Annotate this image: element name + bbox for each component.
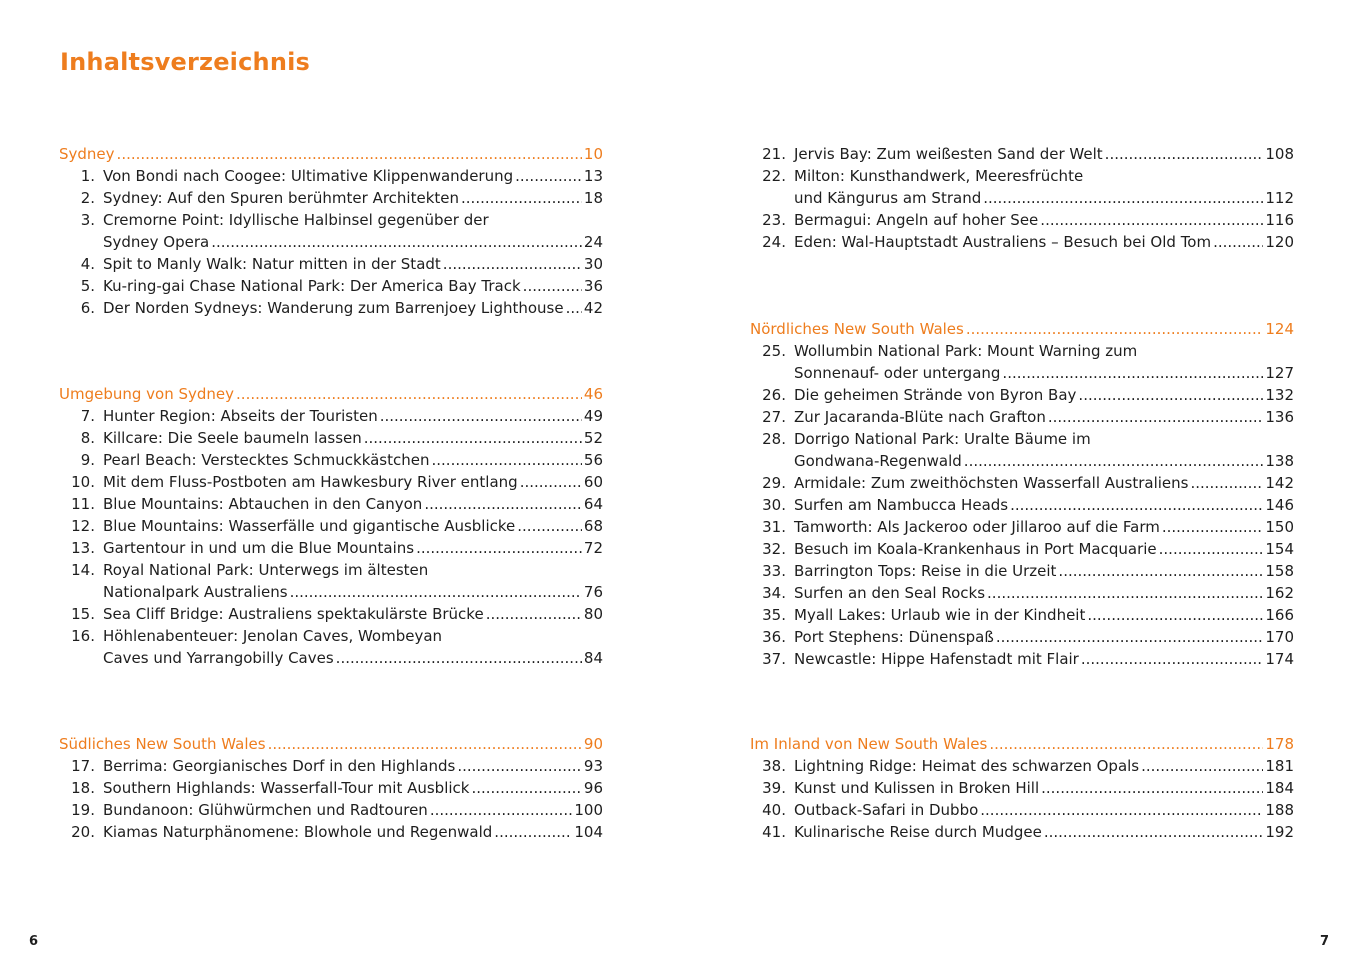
dot-leader bbox=[1159, 538, 1264, 560]
entry-number: 27. bbox=[762, 408, 786, 426]
entry-title: Bermagui: Angeln auf hoher See bbox=[794, 211, 1039, 229]
section-page-number: 124 bbox=[1265, 320, 1294, 338]
entry-number: 18. bbox=[71, 779, 95, 797]
toc-entry[interactable] bbox=[750, 582, 1294, 604]
entry-number: 11. bbox=[71, 495, 95, 513]
entry-title: Royal National Park: Unterwegs im ältesten bbox=[103, 561, 429, 579]
entry-title: Kiamas Naturphänomene: Blowhole und Regenwald bbox=[103, 823, 493, 841]
toc-entry[interactable] bbox=[59, 471, 603, 493]
entry-title: Von Bondi nach Coogee: Ultimative Klippenwanderung bbox=[103, 167, 514, 185]
entry-number: 23. bbox=[762, 211, 786, 229]
dot-leader bbox=[987, 582, 1263, 604]
entry-title: Caves und Yarrangobilly Caves bbox=[103, 649, 334, 667]
entry-page-number: 30 bbox=[583, 255, 603, 273]
entry-number: 17. bbox=[71, 757, 95, 775]
dot-leader bbox=[1141, 755, 1263, 777]
toc-section-heading[interactable] bbox=[750, 318, 1294, 340]
entry-page-number: 150 bbox=[1265, 518, 1294, 536]
section-page-number: 178 bbox=[1265, 735, 1294, 753]
toc-section-heading[interactable] bbox=[59, 383, 603, 405]
section-page-number: 90 bbox=[583, 735, 603, 753]
dot-leader bbox=[336, 647, 582, 669]
dot-leader bbox=[983, 187, 1263, 209]
entry-number: 30. bbox=[762, 496, 786, 514]
entry-title: Armidale: Zum zweithöchsten Wasserfall Australiens bbox=[794, 474, 1189, 492]
entry-title: Berrima: Georgianisches Dorf in den Highlands bbox=[103, 757, 456, 775]
toc-section-heading[interactable] bbox=[59, 733, 603, 755]
entry-page-number: 93 bbox=[583, 757, 603, 775]
entry-page-number: 100 bbox=[574, 801, 603, 819]
entry-title: Tamworth: Als Jackeroo oder Jillaroo auf die Farm bbox=[794, 518, 1160, 536]
toc-section-suedliches-nsw bbox=[59, 733, 603, 843]
entry-title: Barrington Tops: Reise in die Urzeit bbox=[794, 562, 1057, 580]
entry-number: 28. bbox=[762, 430, 786, 448]
dot-leader bbox=[1081, 648, 1264, 670]
entry-title: Kulinarische Reise durch Mudgee bbox=[794, 823, 1042, 841]
entry-title: Gartentour in und um die Blue Mountains bbox=[103, 539, 415, 557]
dot-leader bbox=[443, 253, 582, 275]
page-number-right: 7 bbox=[1320, 934, 1330, 949]
dot-leader bbox=[1058, 560, 1263, 582]
toc-entry[interactable] bbox=[750, 799, 1294, 821]
entry-title: Spit to Manly Walk: Natur mitten in der Stadt bbox=[103, 255, 441, 273]
entry-number: 32. bbox=[762, 540, 786, 558]
entry-number: 34. bbox=[762, 584, 786, 602]
toc-entry[interactable] bbox=[59, 581, 603, 603]
toc-entry[interactable] bbox=[750, 450, 1294, 472]
toc-entry[interactable] bbox=[750, 821, 1294, 843]
entry-title: Mit dem Fluss-Postboten am Hawkesbury River entlang bbox=[103, 473, 518, 491]
entry-page-number: 146 bbox=[1265, 496, 1294, 514]
entry-number: 3. bbox=[80, 211, 95, 229]
entry-title: Lightning Ridge: Heimat des schwarzen Opals bbox=[794, 757, 1140, 775]
entry-number: 12. bbox=[71, 517, 95, 535]
entry-number: 39. bbox=[762, 779, 786, 797]
entry-title: Bundanoon: Glühwürmchen und Radtouren bbox=[103, 801, 428, 819]
dot-leader bbox=[290, 581, 582, 603]
entry-number: 22. bbox=[762, 167, 786, 185]
entry-number: 33. bbox=[762, 562, 786, 580]
dot-leader bbox=[430, 799, 573, 821]
toc-entry[interactable] bbox=[59, 449, 603, 471]
dot-leader bbox=[364, 427, 582, 449]
toc-section-heading[interactable] bbox=[750, 733, 1294, 755]
entry-title: Wollumbin National Park: Mount Warning zum bbox=[794, 342, 1138, 360]
entry-title: Blue Mountains: Abtauchen in den Canyon bbox=[103, 495, 423, 513]
entry-page-number: 18 bbox=[583, 189, 603, 207]
toc-entry[interactable] bbox=[750, 472, 1294, 494]
entry-page-number: 42 bbox=[583, 299, 603, 317]
entry-page-number: 96 bbox=[583, 779, 603, 797]
dot-leader bbox=[457, 755, 582, 777]
entry-number: 26. bbox=[762, 386, 786, 404]
entry-title: Sonnenauf- oder untergang bbox=[794, 364, 1001, 382]
entry-page-number: 154 bbox=[1265, 540, 1294, 558]
entry-title: Besuch im Koala-Krankenhaus in Port Macquarie bbox=[794, 540, 1157, 558]
dot-leader bbox=[494, 821, 572, 843]
toc-entry[interactable] bbox=[750, 231, 1294, 253]
entry-number: 10. bbox=[71, 473, 95, 491]
entry-number: 40. bbox=[762, 801, 786, 819]
section-page-number: 10 bbox=[583, 145, 603, 163]
dot-leader bbox=[523, 275, 582, 297]
entry-title: Der Norden Sydneys: Wanderung zum Barrenjoey Lighthouse bbox=[103, 299, 564, 317]
entry-number: 7. bbox=[80, 407, 95, 425]
dot-leader bbox=[424, 493, 582, 515]
section-title: Sydney bbox=[59, 145, 115, 163]
toc-entry[interactable] bbox=[59, 493, 603, 515]
entry-title: Zur Jacaranda-Blüte nach Grafton bbox=[794, 408, 1046, 426]
entry-title: Pearl Beach: Verstecktes Schmuckkästchen bbox=[103, 451, 430, 469]
entry-number: 2. bbox=[80, 189, 95, 207]
dot-leader bbox=[432, 449, 582, 471]
entry-number: 21. bbox=[762, 145, 786, 163]
entry-number: 31. bbox=[762, 518, 786, 536]
dot-leader bbox=[211, 231, 582, 253]
entry-title: Killcare: Die Seele baumeln lassen bbox=[103, 429, 362, 447]
entry-title: Outback-Safari in Dubbo bbox=[794, 801, 979, 819]
dot-leader bbox=[515, 165, 582, 187]
toc-entry[interactable] bbox=[750, 362, 1294, 384]
dot-leader bbox=[380, 405, 582, 427]
entry-number: 25. bbox=[762, 342, 786, 360]
dot-leader bbox=[486, 603, 582, 625]
toc-entry[interactable] bbox=[750, 165, 1294, 187]
entry-number: 36. bbox=[762, 628, 786, 646]
entry-title: und Kängurus am Strand bbox=[794, 189, 982, 207]
toc-section-heading[interactable] bbox=[59, 143, 603, 165]
entry-page-number: 142 bbox=[1265, 474, 1294, 492]
entry-number: 9. bbox=[80, 451, 95, 469]
section-title: Im Inland von New South Wales bbox=[750, 735, 988, 753]
dot-leader bbox=[964, 450, 1264, 472]
toc-entry[interactable] bbox=[59, 777, 603, 799]
dot-leader bbox=[996, 626, 1264, 648]
toc-entry[interactable] bbox=[750, 538, 1294, 560]
entry-title: Jervis Bay: Zum weißesten Sand der Welt bbox=[794, 145, 1103, 163]
dot-leader bbox=[1002, 362, 1263, 384]
entry-page-number: 158 bbox=[1265, 562, 1294, 580]
entry-page-number: 80 bbox=[583, 605, 603, 623]
entry-number: 13. bbox=[71, 539, 95, 557]
entry-page-number: 188 bbox=[1265, 801, 1294, 819]
entry-number: 6. bbox=[80, 299, 95, 317]
toc-entry[interactable] bbox=[59, 559, 603, 581]
entry-page-number: 24 bbox=[583, 233, 603, 251]
entry-page-number: 104 bbox=[574, 823, 603, 841]
entry-number: 15. bbox=[71, 605, 95, 623]
toc-section-umgebung-von-sydney bbox=[59, 383, 603, 669]
entry-page-number: 13 bbox=[583, 167, 603, 185]
entry-page-number: 132 bbox=[1265, 386, 1294, 404]
entry-page-number: 136 bbox=[1265, 408, 1294, 426]
entry-title: Blue Mountains: Wasserfälle und gigantische Ausblicke bbox=[103, 517, 516, 535]
entry-page-number: 138 bbox=[1265, 452, 1294, 470]
toc-section-noerdliches-nsw bbox=[750, 318, 1294, 670]
entry-page-number: 108 bbox=[1265, 145, 1294, 163]
section-title: Umgebung von Sydney bbox=[59, 385, 235, 403]
entry-title: Hunter Region: Abseits der Touristen bbox=[103, 407, 378, 425]
entry-page-number: 36 bbox=[583, 277, 603, 295]
entry-title: Nationalpark Australiens bbox=[103, 583, 288, 601]
toc-entry[interactable] bbox=[750, 143, 1294, 165]
toc-entry[interactable] bbox=[59, 625, 603, 647]
entry-page-number: 112 bbox=[1265, 189, 1294, 207]
toc-entry[interactable] bbox=[59, 275, 603, 297]
entry-title: Surfen am Nambucca Heads bbox=[794, 496, 1009, 514]
toc-entry[interactable] bbox=[59, 253, 603, 275]
entry-page-number: 52 bbox=[583, 429, 603, 447]
entry-page-number: 49 bbox=[583, 407, 603, 425]
dot-leader bbox=[566, 297, 582, 319]
entry-title: Southern Highlands: Wasserfall-Tour mit Ausblick bbox=[103, 779, 470, 797]
entry-title: Höhlenabenteuer: Jenolan Caves, Wombeyan bbox=[103, 627, 443, 645]
dot-leader bbox=[1048, 406, 1264, 428]
entry-title: Dorrigo National Park: Uralte Bäume im bbox=[794, 430, 1091, 448]
dot-leader bbox=[1040, 209, 1263, 231]
entry-title: Kunst und Kulissen in Broken Hill bbox=[794, 779, 1040, 797]
toc-entry[interactable] bbox=[750, 384, 1294, 406]
entry-title: Ku-ring-gai Chase National Park: Der America Bay Track bbox=[103, 277, 521, 295]
entry-page-number: 116 bbox=[1265, 211, 1294, 229]
entry-title: Port Stephens: Dünenspaß bbox=[794, 628, 994, 646]
entry-title: Gondwana-Regenwald bbox=[794, 452, 962, 470]
dot-leader bbox=[1162, 516, 1264, 538]
entry-number: 41. bbox=[762, 823, 786, 841]
dot-leader bbox=[1041, 777, 1263, 799]
toc-entry[interactable] bbox=[750, 209, 1294, 231]
entry-title: Milton: Kunsthandwerk, Meeresfrüchte bbox=[794, 167, 1084, 185]
entry-number: 35. bbox=[762, 606, 786, 624]
entry-title: Eden: Wal-Hauptstadt Australiens – Besuch bei Old Tom bbox=[794, 233, 1212, 251]
entry-page-number: 192 bbox=[1265, 823, 1294, 841]
toc-entry[interactable] bbox=[59, 187, 603, 209]
entry-page-number: 181 bbox=[1265, 757, 1294, 775]
entry-title: Sydney: Auf den Spuren berühmter Architekten bbox=[103, 189, 460, 207]
toc-entry[interactable] bbox=[59, 405, 603, 427]
toc-entry[interactable] bbox=[750, 626, 1294, 648]
toc-entry[interactable] bbox=[59, 165, 603, 187]
toc-entry[interactable] bbox=[59, 231, 603, 253]
entry-number: 5. bbox=[80, 277, 95, 295]
entry-number: 24. bbox=[762, 233, 786, 251]
dot-leader bbox=[517, 515, 582, 537]
entry-number: 4. bbox=[80, 255, 95, 273]
entry-page-number: 166 bbox=[1265, 606, 1294, 624]
entry-title: Sydney Opera bbox=[103, 233, 210, 251]
toc-entry[interactable] bbox=[59, 515, 603, 537]
toc-entry[interactable] bbox=[59, 755, 603, 777]
dot-leader bbox=[461, 187, 582, 209]
toc-entry[interactable] bbox=[750, 428, 1294, 450]
entry-number: 8. bbox=[80, 429, 95, 447]
toc-entry[interactable] bbox=[750, 516, 1294, 538]
entry-page-number: 127 bbox=[1265, 364, 1294, 382]
entry-number: 19. bbox=[71, 801, 95, 819]
toc-entry[interactable] bbox=[59, 647, 603, 669]
toc-section-inland-nsw bbox=[750, 733, 1294, 843]
dot-leader bbox=[117, 143, 582, 165]
toc-entry[interactable] bbox=[59, 297, 603, 319]
entry-page-number: 68 bbox=[583, 517, 603, 535]
page-title: Inhaltsverzeichnis bbox=[60, 48, 311, 76]
toc-section-sydney bbox=[59, 143, 603, 319]
toc-entry[interactable] bbox=[59, 427, 603, 449]
toc-entry[interactable] bbox=[59, 537, 603, 559]
page-number-left: 6 bbox=[29, 934, 39, 949]
section-title: Nördliches New South Wales bbox=[750, 320, 964, 338]
toc-entry[interactable] bbox=[59, 799, 603, 821]
entry-page-number: 60 bbox=[583, 473, 603, 491]
entry-page-number: 170 bbox=[1265, 628, 1294, 646]
entry-number: 20. bbox=[71, 823, 95, 841]
dot-leader bbox=[980, 799, 1263, 821]
dot-leader bbox=[520, 471, 582, 493]
toc-entry[interactable] bbox=[59, 603, 603, 625]
entry-title: Cremorne Point: Idyllische Halbinsel gegenüber der bbox=[103, 211, 489, 229]
toc-entry[interactable] bbox=[59, 821, 603, 843]
entry-title: Die geheimen Strände von Byron Bay bbox=[794, 386, 1077, 404]
dot-leader bbox=[1044, 821, 1264, 843]
entry-page-number: 174 bbox=[1265, 650, 1294, 668]
toc-entry[interactable] bbox=[750, 648, 1294, 670]
entry-page-number: 84 bbox=[583, 649, 603, 667]
dot-leader bbox=[1213, 231, 1263, 253]
entry-number: 37. bbox=[762, 650, 786, 668]
entry-number: 29. bbox=[762, 474, 786, 492]
entry-page-number: 64 bbox=[583, 495, 603, 513]
entry-page-number: 76 bbox=[583, 583, 603, 601]
entry-number: 14. bbox=[71, 561, 95, 579]
dot-leader bbox=[966, 318, 1264, 340]
entry-page-number: 162 bbox=[1265, 584, 1294, 602]
entry-page-number: 184 bbox=[1265, 779, 1294, 797]
entry-title: Myall Lakes: Urlaub wie in der Kindheit bbox=[794, 606, 1086, 624]
toc-entry[interactable] bbox=[750, 604, 1294, 626]
toc-entry[interactable] bbox=[59, 209, 603, 231]
dot-leader bbox=[1190, 472, 1263, 494]
dot-leader bbox=[989, 733, 1263, 755]
dot-leader bbox=[236, 383, 582, 405]
toc-section-suedliches-nsw-continued bbox=[750, 143, 1294, 253]
entry-number: 16. bbox=[71, 627, 95, 645]
dot-leader bbox=[1010, 494, 1263, 516]
dot-leader bbox=[1105, 143, 1264, 165]
section-title: Südliches New South Wales bbox=[59, 735, 266, 753]
entry-page-number: 56 bbox=[583, 451, 603, 469]
toc-entry[interactable] bbox=[750, 406, 1294, 428]
toc-entry[interactable] bbox=[750, 560, 1294, 582]
dot-leader bbox=[416, 537, 582, 559]
toc-entry[interactable] bbox=[750, 187, 1294, 209]
entry-title: Surfen an den Seal Rocks bbox=[794, 584, 986, 602]
toc-entry[interactable] bbox=[750, 494, 1294, 516]
entry-number: 1. bbox=[80, 167, 95, 185]
dot-leader bbox=[1078, 384, 1263, 406]
entry-page-number: 72 bbox=[583, 539, 603, 557]
entry-number: 38. bbox=[762, 757, 786, 775]
section-page-number: 46 bbox=[583, 385, 603, 403]
entry-title: Newcastle: Hippe Hafenstadt mit Flair bbox=[794, 650, 1079, 668]
toc-entry[interactable] bbox=[750, 755, 1294, 777]
entry-page-number: 120 bbox=[1265, 233, 1294, 251]
toc-entry[interactable] bbox=[750, 340, 1294, 362]
dot-leader bbox=[1087, 604, 1263, 626]
toc-entry[interactable] bbox=[750, 777, 1294, 799]
dot-leader bbox=[268, 733, 582, 755]
entry-title: Sea Cliff Bridge: Australiens spektakulärste Brücke bbox=[103, 605, 484, 623]
dot-leader bbox=[471, 777, 581, 799]
